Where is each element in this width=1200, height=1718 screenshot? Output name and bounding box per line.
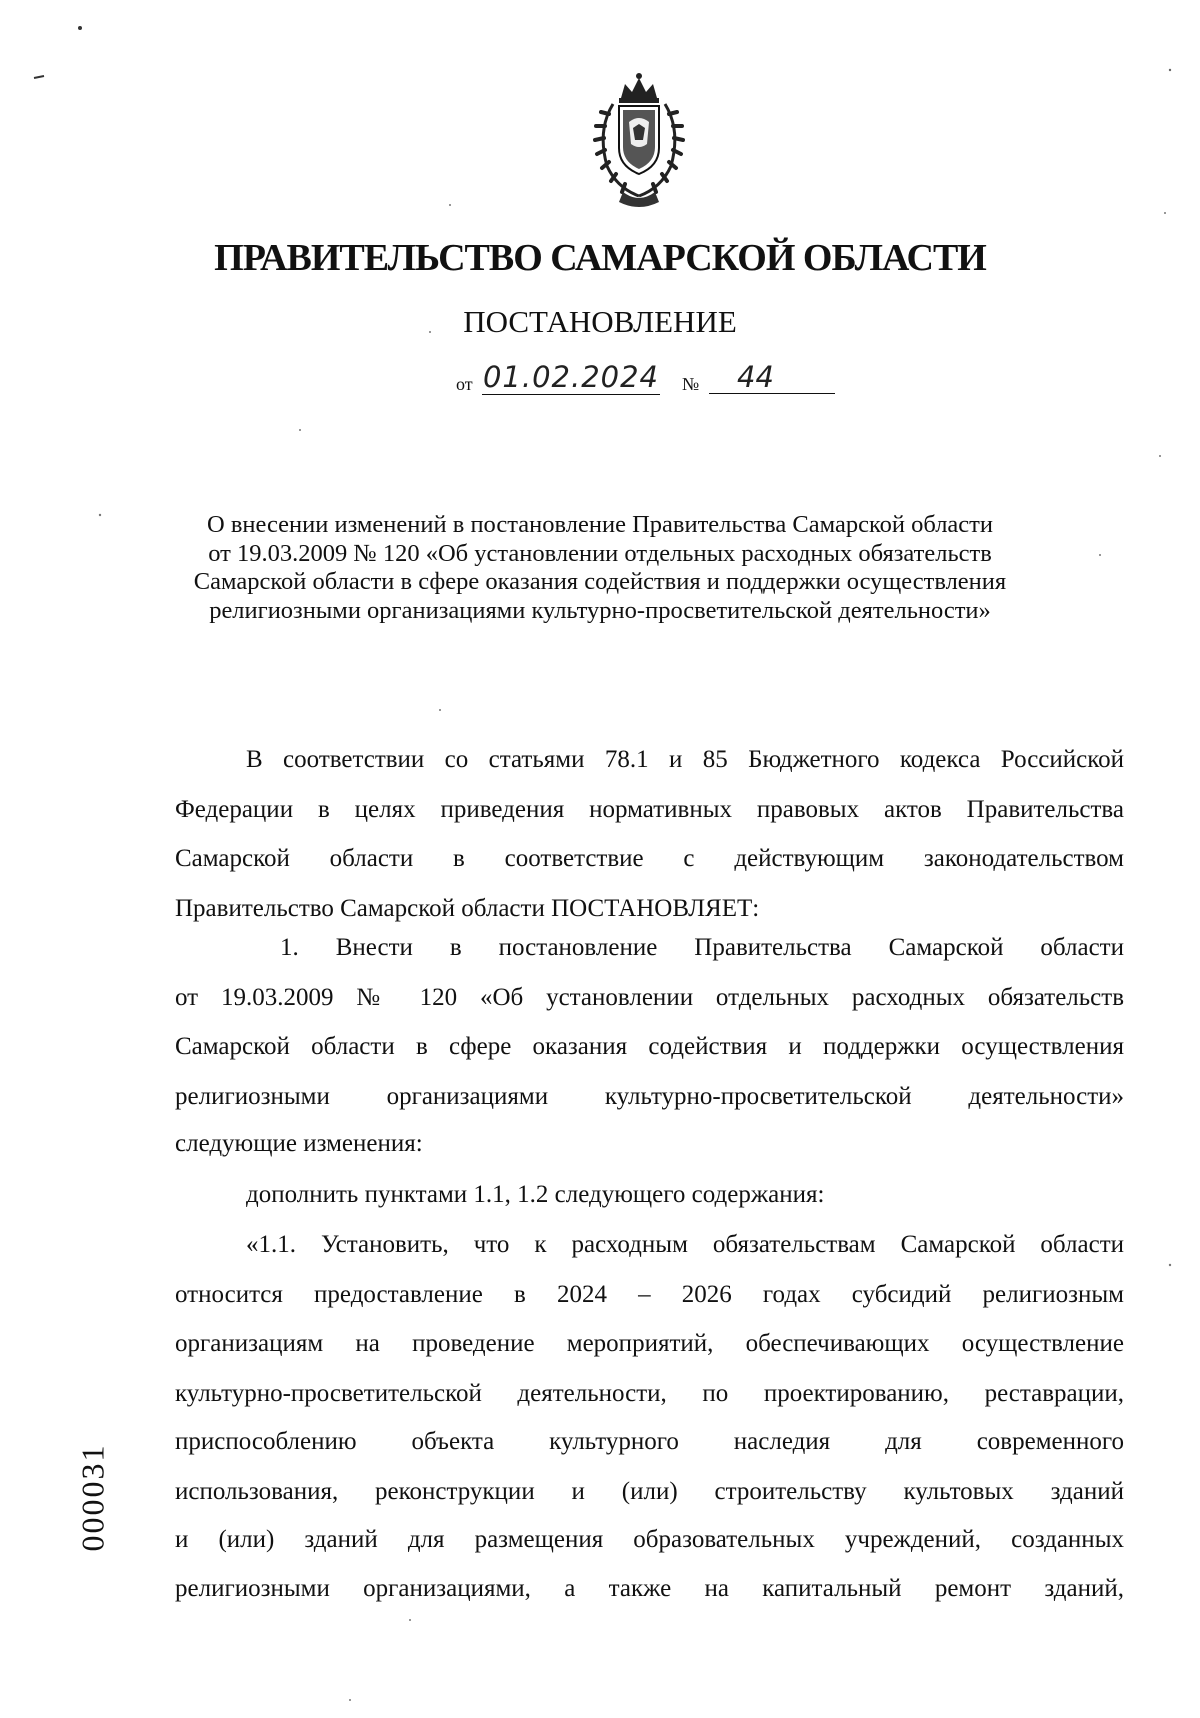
body-line: В соответствии со статьями 78.1 и 85 Бюджетного кодекса Российской [246, 746, 1124, 773]
side-stamp-text: 000031 [74, 1443, 111, 1552]
body-line: Самарской области в сфере оказания содействия и поддержки осуществления [175, 1033, 1124, 1060]
government-title: ПРАВИТЕЛЬСТВО САМАРСКОЙ ОБЛАСТИ [214, 237, 986, 279]
handwritten-date: 01.02.2024 [482, 360, 660, 394]
subject-line: Самарской области в сфере оказания содействия и поддержки осуществления [193, 568, 1007, 595]
body-line: относится предоставление в 2024 – 2026 годах субсидий религиозным [175, 1281, 1124, 1308]
number-sign: № [682, 374, 700, 394]
subject-line: от 19.03.2009 № 120 «Об установлении отдельных расходных обязательств [208, 539, 992, 567]
body-line: дополнить пунктами 1.1, 1.2 следующего содержания: [246, 1181, 825, 1208]
date-prefix: от [456, 374, 473, 394]
body-line: организациям на проведение мероприятий, обеспечивающих осуществление [175, 1330, 1124, 1357]
body-line: использования, реконструкции и (или) строительству культовых зданий [175, 1478, 1124, 1505]
subject-line: религиозными организациями культурно-просветительской деятельности» [209, 596, 991, 624]
body-line: «1.1. Установить, что к расходным обязательствам Самарской области [246, 1231, 1124, 1258]
body-line: от 19.03.2009 № 120 «Об установлении отдельных расходных обязательств [175, 984, 1124, 1011]
body-line: религиозными организациями культурно-просветительской деятельности» [175, 1083, 1124, 1110]
body-line: Федерации в целях приведения нормативных правовых актов Правительства [175, 796, 1124, 823]
body-line: культурно-просветительской деятельности, по проектированию, реставрации, [175, 1380, 1124, 1407]
handwritten-number: 44 [709, 360, 835, 394]
body-line: Правительство Самарской области ПОСТАНОВЛЯЕТ: [175, 895, 760, 922]
body-line: приспособлению объекта культурного наследия для современного [175, 1428, 1124, 1455]
document-type: ПОСТАНОВЛЕНИЕ [463, 304, 737, 339]
body-line: следующие изменения: [175, 1130, 423, 1157]
subject-line: О внесении изменений в постановление Правительства Самарской области [207, 511, 993, 538]
body-line: и (или) зданий для размещения образовательных учреждений, созданных [175, 1526, 1124, 1553]
body-line: 1. Внести в постановление Правительства Самарской области [280, 934, 1124, 961]
body-line: религиозными организациями, а также на капитальный ремонт зданий, [175, 1575, 1124, 1602]
body-line: Самарской области в соответствие с действующим законодательством [175, 845, 1124, 872]
